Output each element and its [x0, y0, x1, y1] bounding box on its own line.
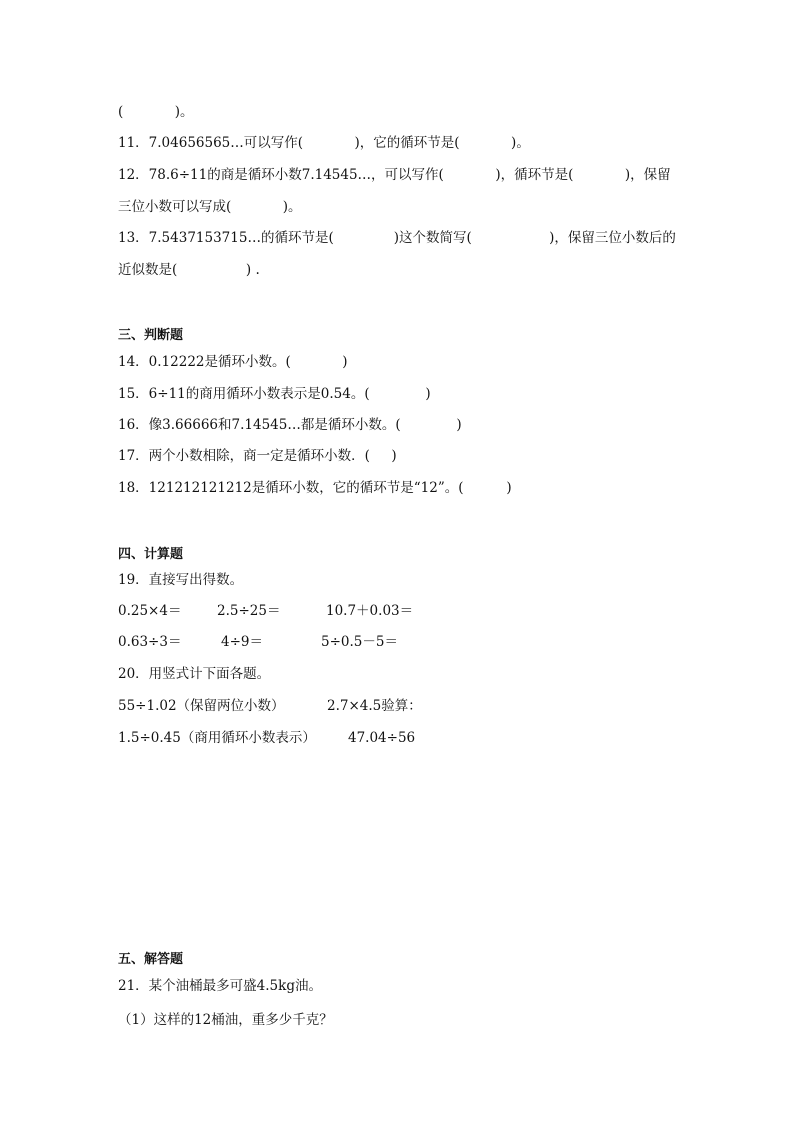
calc-item: 0.63÷3＝ [118, 634, 182, 650]
calc-item: 0.25×4＝ [118, 603, 182, 619]
question-16: 16．像3.66666和7.14545…都是循环小数。( ) [118, 417, 462, 433]
calc-item: 1.5÷0.45（商用循环小数表示） [118, 730, 316, 746]
calc-item: 2.5÷25＝ [217, 603, 281, 619]
question-12-line2: 三位小数可以写成( )。 [118, 199, 302, 215]
question-21-part1: （1）这样的12桶油，重多少千克？ [118, 1012, 333, 1028]
question-15: 15．6÷11的商用循环小数表示是0.54。( ) [118, 386, 431, 402]
calc-item: 10.7＋0.03＝ [326, 603, 414, 619]
question-21: 21．某个油桶最多可盛4.5kg油。 [118, 978, 322, 994]
question-11: 11．7.04656565…可以写作( )，它的循环节是( )。 [118, 135, 530, 151]
calc-item: 47.04÷56 [348, 730, 416, 746]
section-heading-answer: 五、解答题 [118, 952, 184, 967]
q10-tail: ( )。 [118, 104, 194, 120]
section-heading-calc: 四、计算题 [118, 547, 184, 562]
question-13-line1: 13．7.5437153715…的循环节是( )这个数简写( )，保留三位小数后的 [118, 230, 676, 246]
calc-item: 4÷9＝ [221, 634, 263, 650]
section-heading-judge: 三、判断题 [118, 328, 184, 343]
calc-item: 5÷0.5－5＝ [321, 634, 398, 650]
calc-item: 55÷1.02（保留两位小数） [118, 698, 285, 714]
question-19: 19．直接写出得数。 [118, 572, 244, 588]
question-20: 20．用竖式计下面各题。 [118, 666, 271, 682]
question-18: 18．121212121212是循环小数，它的循环节是“12”。( ) [118, 480, 512, 496]
question-14: 14．0.12222是循环小数。( ) [118, 354, 348, 370]
calc-item: 2.7×4.5验算： [327, 698, 422, 714]
question-13-line2: 近似数是( ) . [118, 262, 260, 278]
question-12-line1: 12．78.6÷11的商是循环小数7.14545…，可以写作( )，循环节是( )，保留 [118, 167, 671, 183]
question-17: 17．两个小数相除，商一定是循环小数．( ) [118, 448, 397, 464]
